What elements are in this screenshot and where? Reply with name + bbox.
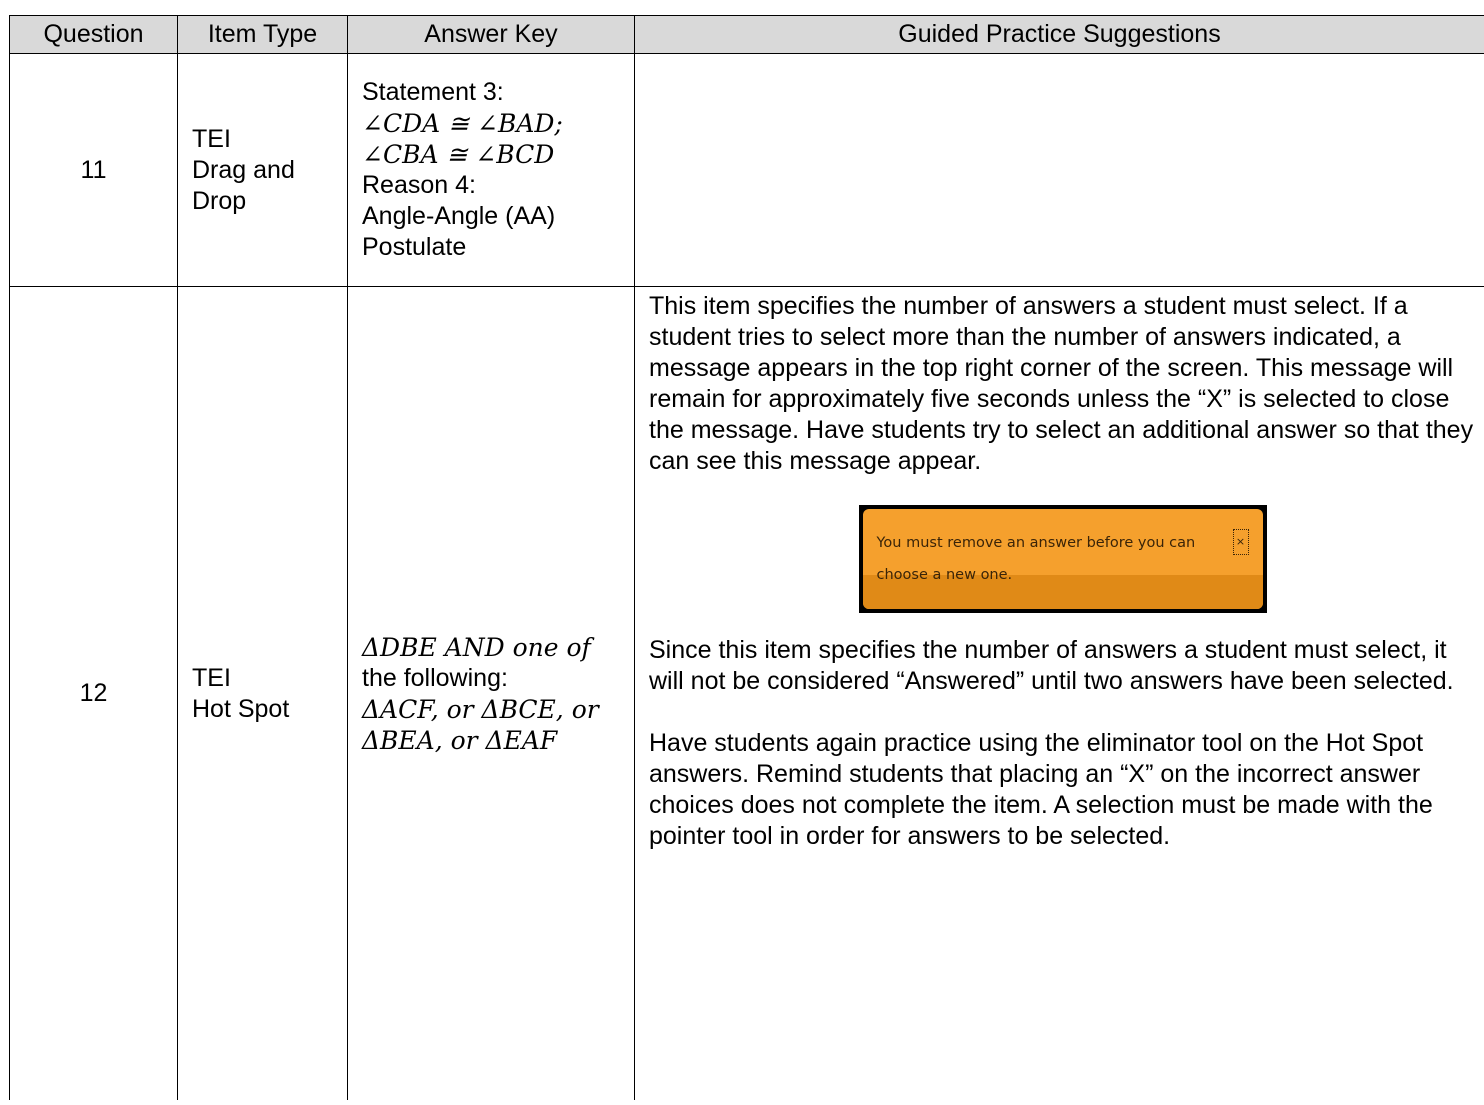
- item-type-line: Drag and: [192, 155, 295, 184]
- answer-key-line: Statement 3:: [362, 78, 504, 106]
- answer-key-math-line: ∠CBA ≅ ∠BCD: [362, 140, 555, 169]
- guided-practice-content: [649, 287, 1476, 852]
- table-row: [10, 54, 1484, 287]
- header-guided-practice: Guided Practice Suggestions: [635, 16, 1484, 54]
- paragraph-spacer: [649, 697, 1476, 728]
- answer-key-cell: [348, 54, 635, 287]
- answer-key-cell: [348, 287, 635, 1101]
- item-type-line: Hot Spot: [192, 694, 290, 723]
- guided-practice-cell: [635, 287, 1484, 1101]
- answer-key-math-line: ΔDBE AND one of: [362, 632, 591, 662]
- close-icon: ×: [1233, 529, 1249, 555]
- answer-key-line: Postulate: [362, 233, 467, 261]
- answer-key-line: Reason 4:: [362, 171, 476, 199]
- item-type-line: TEI: [192, 124, 231, 153]
- answer-key-math-line: ∠CDA ≅ ∠BAD;: [362, 109, 563, 138]
- answer-key-math-line: ΔACF, or ΔBCE, or: [362, 694, 599, 724]
- question-number: 11: [10, 54, 178, 287]
- answer-key-line: the following:: [362, 663, 508, 692]
- guided-paragraph: This item specifies the number of answers a student must select. If a student tries to select more than the number of answers indicated, a message appears in the top right corner of the screen. This message will remain for approximately five seconds unless the “X” is selected to close the message. Have students try to select an additional answer so that they can see this message appear.: [649, 292, 1474, 475]
- question-number: 12: [10, 287, 178, 1101]
- item-type-line: TEI: [192, 663, 231, 692]
- table-header-row: [10, 16, 1484, 54]
- warning-message-text: You must remove an answer before you can choose a new one.: [876, 535, 1196, 583]
- header-item-type: Item Type: [178, 16, 348, 54]
- item-type-cell: [178, 54, 348, 287]
- warning-message-box: [863, 509, 1263, 609]
- message-screenshot-frame: [859, 505, 1267, 613]
- answer-key-line: Angle-Angle (AA): [362, 202, 556, 230]
- answer-key-math-line: ΔBEA, or ΔEAF: [362, 725, 558, 755]
- message-screenshot: [649, 505, 1476, 613]
- guided-paragraph: Have students again practice using the eliminator tool on the Hot Spot answers. Remind students that placing an “X” on the incorrect answer choices does not complete the item. A selection must be made with the pointer tool in order for answers to be selected.: [649, 729, 1433, 850]
- table-row: [10, 287, 1484, 1101]
- guided-practice-cell: [635, 54, 1484, 287]
- header-answer-key: Answer Key: [348, 16, 635, 54]
- item-type-line: Drop: [192, 186, 247, 215]
- guided-paragraph: Since this item specifies the number of answers a student must select, it will not be considered “Answered” until two answers have been selected.: [649, 636, 1454, 695]
- answer-key-table: [9, 15, 1484, 1100]
- header-question: Question: [10, 16, 178, 54]
- item-type-cell: [178, 287, 348, 1101]
